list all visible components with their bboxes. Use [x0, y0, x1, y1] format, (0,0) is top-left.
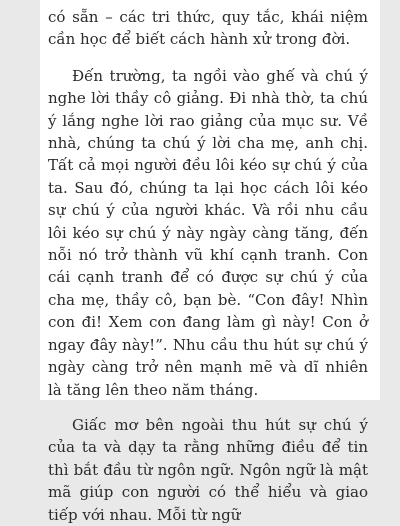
paragraph-continued: có sẵn – các tri thức, quy tắc, khái niệm cần học để biết cách hành xử trong đời. — [48, 8, 368, 49]
paragraph-attention: Đến trường, ta ngồi vào ghế và chú ý nghe lời thầy cô giảng. Đi nhà thờ, ta chú ý lắng nghe lời rao giảng của mục sư. Về nhà, chúng ta chú ý lời cha mẹ, anh chị. Tất cả mọi người đều lôi kéo sự chú ý của ta. Sau đó, chúng ta lại học cách lôi kéo sự chú ý của người khác. Và rồi nhu cầu lôi kéo sự chú ý này ngày càng tăng, đến nỗi nó trở thành vũ khí cạnh tranh. Con cái cạnh tranh để có được sự chú ý của cha mẹ, thầy cô, bạn bè. “Con đây! Nhìn con đi! Xem con đang làm gì này! Con ở ngay đây này!”. Nhu cầu thu hút sự chú ý ngày càng trở nên mạnh mẽ và dĩ nhiên là tăng lên theo năm tháng. — [48, 66, 368, 399]
page-text — [48, 6, 368, 526]
paragraph-language: Giấc mơ bên ngoài thu hút sự chú ý của ta và dạy ta rằng những điều để tin thì bắt đầu từ ngôn ngữ. Ngôn ngữ là mật mã giúp con người có thể hiểu và giao tiếp với nhau. Mỗi từ ngữ — [48, 415, 368, 524]
book-page — [40, 0, 380, 524]
